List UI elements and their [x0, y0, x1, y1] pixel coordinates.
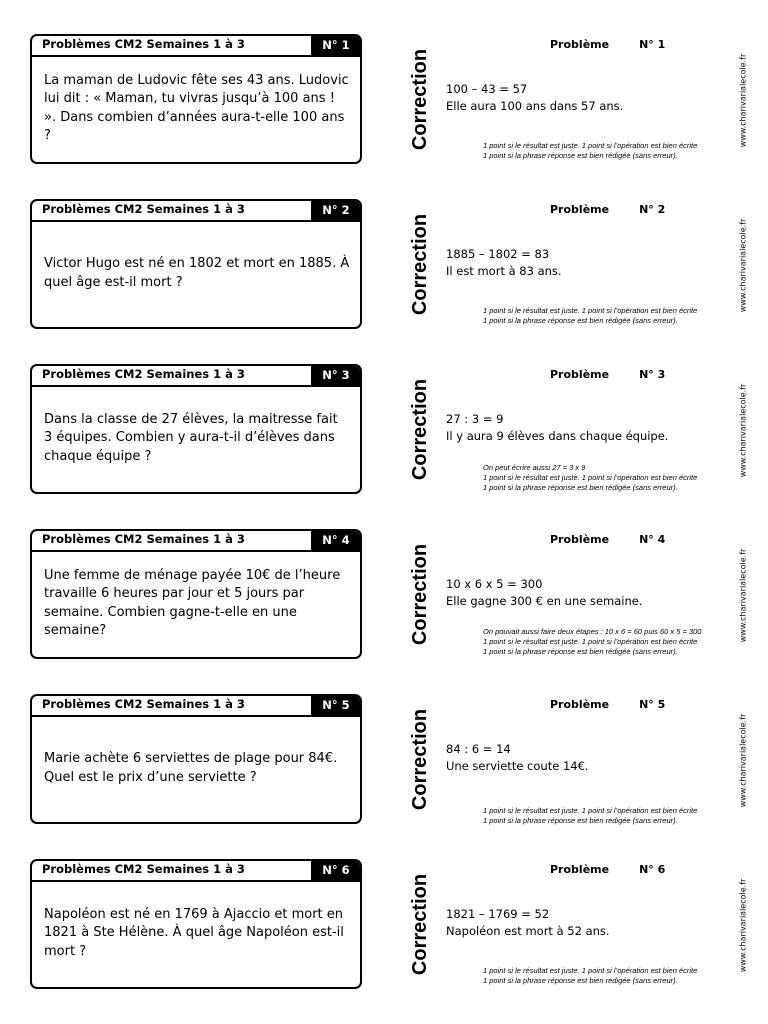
- correction-answer: [446, 576, 643, 610]
- card-number-badge: N° 1: [311, 35, 361, 56]
- problem-row-2: [0, 199, 768, 364]
- correction-label: Correction: [409, 873, 432, 975]
- card-number-badge: N° 5: [311, 695, 361, 716]
- grading-note: 1 point si le résultat est juste. 1 point si l’opération est bien écrite: [483, 141, 698, 150]
- card-number-badge: N° 4: [311, 530, 361, 551]
- correction-answer: [446, 411, 668, 445]
- problem-row-3: [0, 364, 768, 529]
- correction-title: Problème N° 6: [550, 863, 666, 876]
- grading-note: 1 point si la phrase réponse est bien rédigée (sans erreur).: [483, 316, 678, 325]
- answer-operation: 27 : 3 = 9: [446, 412, 504, 426]
- website-url: www.charivarialecole.fr: [738, 878, 748, 972]
- answer-sentence: Napoléon est mort à 52 ans.: [446, 924, 610, 938]
- correction-label: Correction: [409, 378, 432, 480]
- correction-answer: [446, 246, 562, 280]
- correction-answer: [446, 741, 589, 775]
- problem-row-4: [0, 529, 768, 694]
- card-header: [32, 366, 360, 387]
- problem-card: [30, 859, 362, 989]
- website-url: www.charivarialecole.fr: [738, 53, 748, 147]
- problem-statement: Victor Hugo est né en 1802 et mort en 1885. À quel âge est-il mort ?: [44, 256, 350, 290]
- card-title: Problèmes CM2 Semaines 1 à 3: [42, 37, 245, 51]
- card-title: Problèmes CM2 Semaines 1 à 3: [42, 367, 245, 381]
- card-title: Problèmes CM2 Semaines 1 à 3: [42, 862, 245, 876]
- problem-card: [30, 694, 362, 824]
- grading-note: 1 point si le résultat est juste. 1 point si l’opération est bien écrite: [483, 637, 698, 646]
- correction-label: Correction: [409, 708, 432, 810]
- grading-note: 1 point si le résultat est juste. 1 point si l’opération est bien écrite: [483, 306, 698, 315]
- correction-label: Correction: [409, 213, 432, 315]
- grading-note: 1 point si la phrase réponse est bien rédigée (sans erreur).: [483, 816, 678, 825]
- grading-notes: [483, 966, 743, 986]
- answer-operation: 1885 – 1802 = 83: [446, 247, 550, 261]
- grading-note: 1 point si le résultat est juste. 1 point si l’opération est bien écrite: [483, 473, 698, 482]
- problem-statement: Dans la classe de 27 élèves, la maitresse fait 3 équipes. Combien y aura-t-il d’élèves dans chaque équipe ?: [44, 411, 338, 464]
- problem-card: [30, 199, 362, 329]
- card-header: [32, 201, 360, 222]
- grading-note: 1 point si le résultat est juste. 1 point si l’opération est bien écrite: [483, 806, 698, 815]
- problem-statement: Marie achète 6 serviettes de plage pour 84€. Quel est le prix d’une serviette ?: [44, 751, 338, 785]
- correction-title: Problème N° 1: [550, 38, 666, 51]
- problem-statement: Une femme de ménage payée 10€ de l’heure travaille 6 heures par jour et 5 jours par semaine. Combien gagne-t-elle en une semaine?: [44, 567, 341, 638]
- problem-card: [30, 364, 362, 494]
- website-url: www.charivarialecole.fr: [738, 218, 748, 312]
- grading-notes: [483, 306, 743, 326]
- website-url: www.charivarialecole.fr: [738, 383, 748, 477]
- correction-label: Correction: [409, 543, 432, 645]
- grading-note: 1 point si le résultat est juste. 1 point si l’opération est bien écrite: [483, 966, 698, 975]
- card-number-badge: N° 6: [311, 860, 361, 881]
- answer-sentence: Elle gagne 300 € en une semaine.: [446, 594, 643, 608]
- grading-note: On peut écrire aussi 27 = 3 x 9: [483, 463, 586, 472]
- card-title: Problèmes CM2 Semaines 1 à 3: [42, 532, 245, 546]
- problem-statement: La maman de Ludovic fête ses 43 ans. Ludovic lui dit : « Maman, tu vivras jusqu’à 100 ans ! ». Dans combien d’années aura-t-elle 100 ans ?: [44, 72, 349, 143]
- answer-operation: 1821 – 1769 = 52: [446, 907, 550, 921]
- card-header: [32, 531, 360, 552]
- answer-sentence: Elle aura 100 ans dans 57 ans.: [446, 99, 624, 113]
- answer-sentence: Une serviette coute 14€.: [446, 759, 589, 773]
- answer-sentence: Il y aura 9 élèves dans chaque équipe.: [446, 429, 669, 443]
- website-url: www.charivarialecole.fr: [738, 548, 748, 642]
- correction-answer: [446, 906, 610, 940]
- correction-title: Problème N° 2: [550, 203, 666, 216]
- grading-notes: [483, 141, 743, 161]
- website-url: www.charivarialecole.fr: [738, 713, 748, 807]
- card-number-badge: N° 2: [311, 200, 361, 221]
- grading-note: 1 point si la phrase réponse est bien rédigée (sans erreur).: [483, 483, 678, 492]
- card-header: [32, 861, 360, 882]
- grading-note: 1 point si la phrase réponse est bien rédigée (sans erreur).: [483, 976, 678, 985]
- problem-card: [30, 34, 362, 164]
- card-number-badge: N° 3: [311, 365, 361, 386]
- grading-notes: [483, 627, 743, 657]
- correction-label: Correction: [409, 48, 432, 150]
- correction-title: Problème N° 4: [550, 533, 666, 546]
- problem-row-6: [0, 859, 768, 1024]
- problem-card: [30, 529, 362, 659]
- answer-sentence: Il est mort à 83 ans.: [446, 264, 562, 278]
- problem-statement: Napoléon est né en 1769 à Ajaccio et mort en 1821 à Ste Hélène. À quel âge Napoléon est-il mort ?: [44, 906, 344, 959]
- card-header: [32, 36, 360, 57]
- answer-operation: 10 x 6 x 5 = 300: [446, 577, 543, 591]
- problem-row-5: [0, 694, 768, 859]
- card-title: Problèmes CM2 Semaines 1 à 3: [42, 697, 245, 711]
- card-header: [32, 696, 360, 717]
- correction-title: Problème N° 3: [550, 368, 666, 381]
- problem-row-1: [0, 34, 768, 199]
- card-title: Problèmes CM2 Semaines 1 à 3: [42, 202, 245, 216]
- correction-title: Problème N° 5: [550, 698, 666, 711]
- grading-note: On pouvait aussi faire deux étapes : 10 x 6 = 60 puis 60 x 5 = 300: [483, 627, 702, 636]
- grading-note: 1 point si la phrase réponse est bien rédigée (sans erreur).: [483, 151, 678, 160]
- grading-notes: [483, 806, 743, 826]
- answer-operation: 84 : 6 = 14: [446, 742, 511, 756]
- grading-notes: [483, 463, 743, 493]
- grading-note: 1 point si la phrase réponse est bien rédigée (sans erreur).: [483, 647, 678, 656]
- correction-answer: [446, 81, 623, 115]
- answer-operation: 100 – 43 = 57: [446, 82, 528, 96]
